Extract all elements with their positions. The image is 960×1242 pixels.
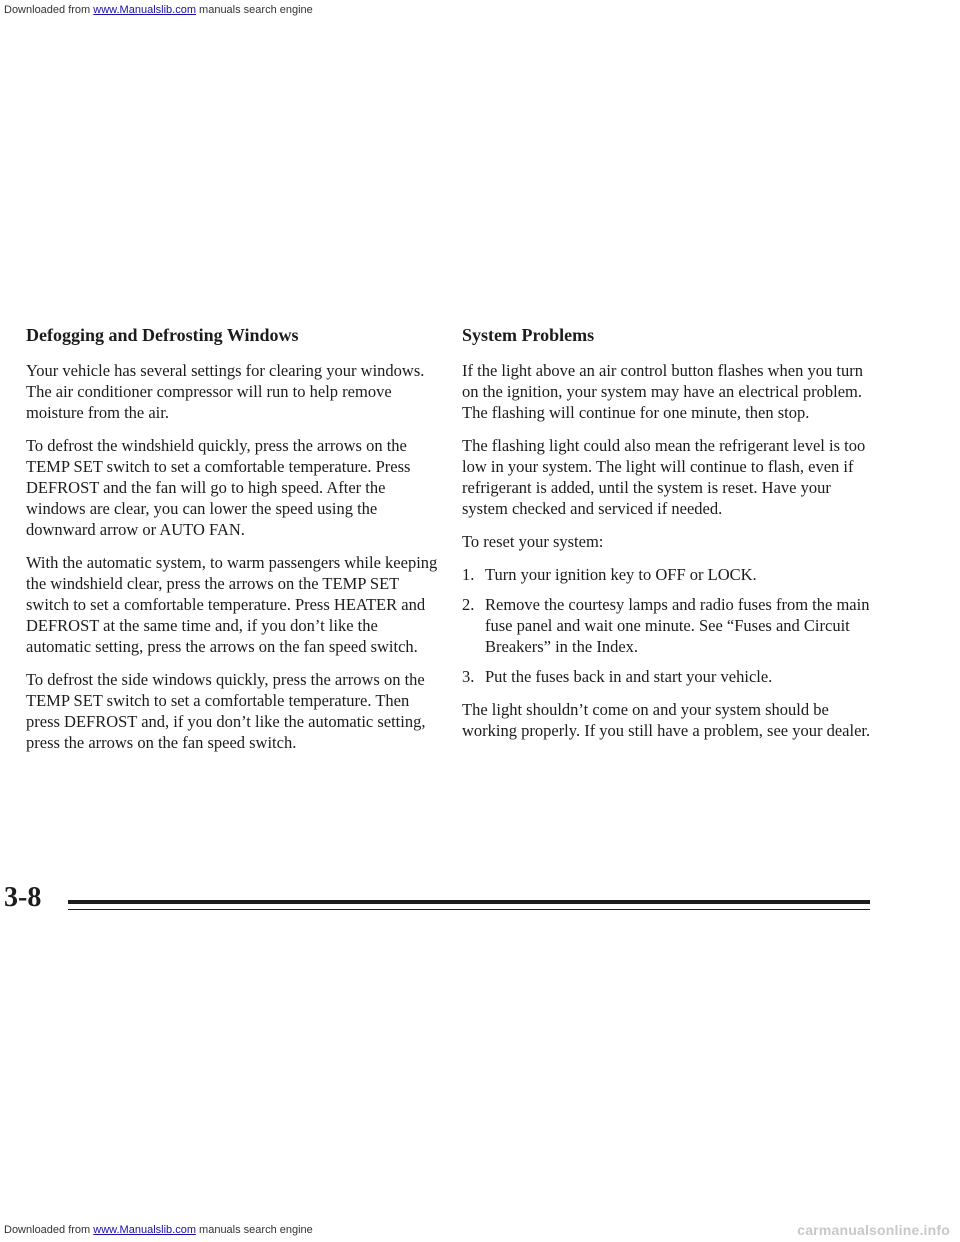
step-number: 2. [462, 595, 475, 614]
watermark: carmanualsonline.info [797, 1222, 950, 1238]
banner-prefix: Downloaded from [4, 4, 94, 16]
section-heading-system-problems: System Problems [462, 325, 595, 345]
step-number: 1. [462, 565, 475, 584]
paragraph: To reset your system: [462, 532, 604, 551]
step-number: 3. [462, 667, 475, 686]
banner-suffix: manuals search engine [195, 4, 313, 16]
paragraph: The light shouldn’t come on and your system should be working properly. If you still have a problem, see your dealer. [462, 700, 871, 740]
paragraph: To defrost the windshield quickly, press the arrows on the TEMP SET switch to set a comfortable temperature. Press DEFROST and the fan will go to high speed. After the windows are clear, you can lower the speed using the downward arrow or AUTO FAN. [26, 436, 411, 539]
list-item [462, 564, 872, 585]
page-footer [0, 882, 960, 942]
paragraph: If the light above an air control button flashes when you turn on the ignition, your system may have an electrical problem. The flashing will continue for one minute, then stop. [462, 361, 863, 422]
left-column [26, 324, 446, 765]
banner-suffix: manuals search engine [195, 1224, 313, 1236]
step-text: Put the fuses back in and start your vehicle. [485, 667, 773, 686]
paragraph: The flashing light could also mean the refrigerant level is too low in your system. The light will continue to flash, even if refrigerant is added, until the system is reset. Have your system checked and serviced if needed. [462, 436, 866, 518]
download-banner-top [0, 0, 960, 20]
page-number: 3-8 [4, 882, 42, 913]
section-heading-defogging: Defogging and Defrosting Windows [26, 325, 299, 345]
manualslib-link[interactable]: www.Manualslib.com [93, 4, 196, 16]
manualslib-link[interactable]: www.Manualslib.com [93, 1224, 196, 1236]
reset-steps-list [462, 564, 872, 687]
step-text: Turn your ignition key to OFF or LOCK. [485, 565, 757, 584]
footer-rule-thin [68, 909, 870, 910]
step-text: Remove the courtesy lamps and radio fuses from the main fuse panel and wait one minute. See “Fuses and Circuit Breakers” in the Index. [485, 595, 870, 656]
list-item [462, 666, 872, 687]
paragraph: With the automatic system, to warm passengers while keeping the windshield clear, press the arrows on the TEMP SET switch to set a comfortable temperature. Press HEATER and DEFROST at the same time and, if you don’t like the automatic setting, press the arrows on the fan speed switch. [26, 553, 438, 656]
manual-page [0, 296, 960, 946]
paragraph: To defrost the side windows quickly, press the arrows on the TEMP SET switch to set a comfortable temperature. Then press DEFROST and, if you don’t like the automatic setting, press the arrows on the fan speed switch. [26, 670, 426, 752]
right-column [462, 324, 872, 753]
footer-rule-thick [68, 900, 870, 904]
banner-prefix: Downloaded from [4, 1224, 94, 1236]
list-item [462, 594, 872, 657]
paragraph: Your vehicle has several settings for clearing your windows. The air conditioner compressor will run to help remove moisture from the air. [26, 361, 425, 422]
